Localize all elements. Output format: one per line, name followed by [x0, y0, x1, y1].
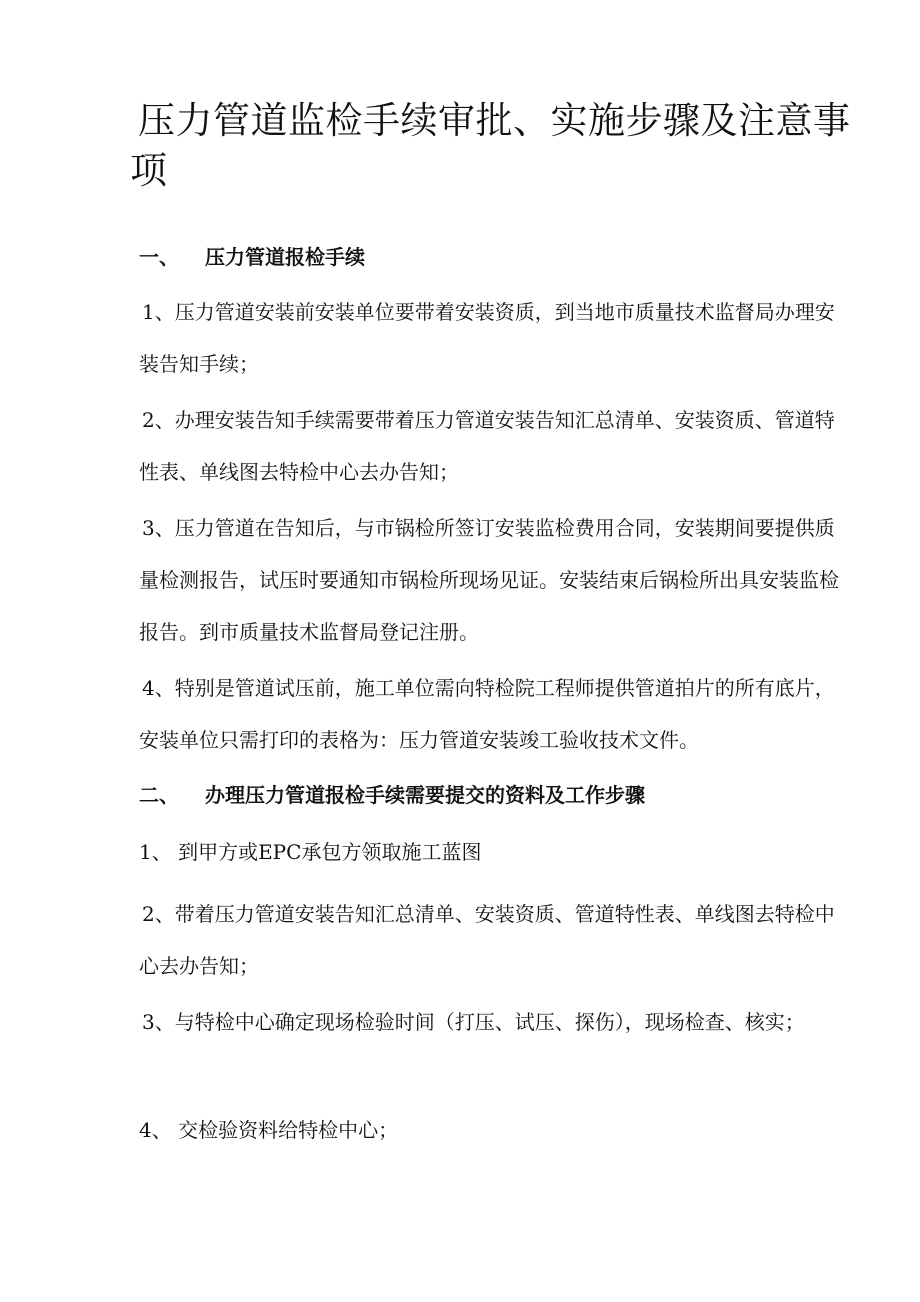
section-1-item-2: 2、办理安装告知手续需要带着压力管道安装告知汇总清单、安装资质、管道特性表、单线图去特检中心去办告知； [139, 408, 835, 484]
section-1-item-1: 1、压力管道安装前安装单位要带着安装资质，到当地市质量技术监督局办理安装告知手续； [139, 300, 835, 376]
section-1-title: 压力管道报检手续 [205, 245, 365, 269]
section-1-number: 一、 [139, 245, 179, 269]
section-2-item-3: 3、与特检中心确定现场检验时间（打压、试压、探伤），现场检查、核实； [142, 1010, 805, 1034]
section-2-heading [139, 780, 645, 810]
section-1-item-3: 3、压力管道在告知后，与市锅检所签订安装监检费用合同，安装期间要提供质量检测报告，试压时要通知市锅检所现场见证。安装结束后锅检所出具安装监检报告。到市质量技术监督局登记注册。 [139, 516, 839, 644]
section-1-heading [139, 242, 365, 272]
document-title: 压力管道监检手续审批、实施步骤及注意事项 [130, 99, 851, 192]
section-2-item-2: 2、带着压力管道安装告知汇总清单、安装资质、管道特性表、单线图去特检中心去办告知； [139, 902, 835, 978]
section-1-item-4: 4、特别是管道试压前，施工单位需向特检院工程师提供管道拍片的所有底片，安装单位只需打印的表格为：压力管道安装竣工验收技术文件。 [139, 676, 835, 752]
section-2-number: 二、 [139, 783, 179, 807]
section-2-item-4: 4、 交检验资料给特检中心； [139, 1118, 399, 1142]
section-2-item-1: 1、 到甲方或EPC承包方领取施工蓝图 [139, 840, 482, 864]
section-2-title: 办理压力管道报检手续需要提交的资料及工作步骤 [205, 783, 645, 807]
